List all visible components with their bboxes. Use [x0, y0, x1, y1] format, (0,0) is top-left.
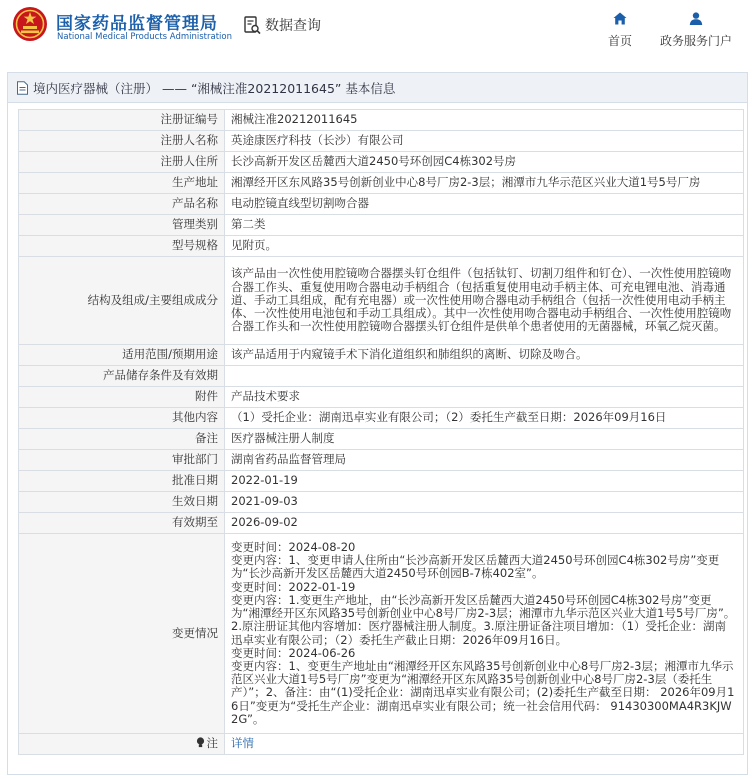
- row-value: 电动腔镜直线型切割吻合器: [225, 194, 744, 215]
- panel-header: [8, 73, 747, 103]
- table-row: [19, 173, 744, 194]
- row-value: 湘潭经开区东风路35号创新创业中心8号厂房2-3层；湘潭市九华示范区兴业大道1号5号厂房: [225, 173, 744, 194]
- info-table: [18, 109, 744, 755]
- row-label: 审批部门: [19, 450, 225, 471]
- row-value: 2021-09-03: [225, 492, 744, 513]
- row-label: 附件: [19, 387, 225, 408]
- row-value: 长沙高新开发区岳麓西大道2450号环创园C4栋302号房: [225, 152, 744, 173]
- data-query-label: 数据查询: [265, 18, 321, 34]
- row-label: 变更情况: [19, 534, 225, 734]
- table-row: [19, 492, 744, 513]
- row-value: 第二类: [225, 215, 744, 236]
- row-label: 有效期至: [19, 513, 225, 534]
- nav-home-label: 首页: [607, 34, 632, 48]
- document-icon: [16, 81, 29, 95]
- table-row: [19, 236, 744, 257]
- row-label: 批准日期: [19, 471, 225, 492]
- table-row: [19, 429, 744, 450]
- nav-home[interactable]: [603, 10, 637, 49]
- row-value: 医疗器械注册人制度: [225, 429, 744, 450]
- table-row: [19, 194, 744, 215]
- row-label: 产品储存条件及有效期: [19, 366, 225, 387]
- table-row: [19, 387, 744, 408]
- row-label: 结构及组成/主要组成成分: [19, 257, 225, 345]
- row-value: 英途康医疗科技（长沙）有限公司: [225, 131, 744, 152]
- row-label: 适用范围/预期用途: [19, 345, 225, 366]
- row-label: 备注: [19, 429, 225, 450]
- bulb-icon: [196, 737, 205, 748]
- note-label: 注: [206, 736, 218, 751]
- user-icon: [689, 12, 703, 25]
- table-row: [19, 450, 744, 471]
- row-label: 生效日期: [19, 492, 225, 513]
- row-value: 见附页。: [225, 236, 744, 257]
- row-value: 2026-09-02: [225, 513, 744, 534]
- row-value: （1）受托企业：湖南迅卓实业有限公司；（2）委托生产截至日期：2026年09月16日: [225, 408, 744, 429]
- row-value: [225, 366, 744, 387]
- home-icon: [613, 12, 627, 25]
- detail-link[interactable]: 详情: [231, 736, 254, 751]
- row-value: [225, 734, 744, 755]
- national-emblem-logo[interactable]: [12, 6, 48, 42]
- nav-gov-portal[interactable]: [656, 10, 736, 49]
- basic-info-panel: [7, 72, 748, 775]
- table-row: [19, 366, 744, 387]
- row-label: 注册人名称: [19, 131, 225, 152]
- row-label: 注册证编号: [19, 110, 225, 131]
- table-row: [19, 215, 744, 236]
- table-row: [19, 152, 744, 173]
- site-name-en[interactable]: National Medical Products Administration: [57, 32, 232, 42]
- row-label-note: [19, 734, 225, 755]
- site-name-cn[interactable]: 国家药品监督管理局: [56, 14, 218, 34]
- row-value: 湖南省药品监督管理局: [225, 450, 744, 471]
- table-row: [19, 471, 744, 492]
- row-label: 管理类别: [19, 215, 225, 236]
- row-label: 生产地址: [19, 173, 225, 194]
- table-row: [19, 534, 744, 734]
- row-label: 产品名称: [19, 194, 225, 215]
- table-row: [19, 257, 744, 345]
- data-query-link[interactable]: [244, 14, 321, 36]
- table-row: [19, 110, 744, 131]
- row-value: 该产品适用于内窥镜手术下消化道组织和肺组织的离断、切除及吻合。: [225, 345, 744, 366]
- panel-title: 境内医疗器械（注册） —— “湘械注准20212011645” 基本信息: [33, 80, 396, 96]
- nav-gov-label: 政务服务门户: [659, 34, 732, 48]
- table-row: [19, 408, 744, 429]
- row-value: 2022-01-19: [225, 471, 744, 492]
- table-row: [19, 131, 744, 152]
- row-value: 变更时间：2024-08-20 变更内容：1、变更申请人住所由“长沙高新开发区岳麓西大道2450号环创园C4栋302号房”变更为“长沙高新开发区岳麓西大道2450号环创园B-7栋402室”。 变更时间：2022-01-19 变更内容：1.变更生产地址，由“长沙高新开发区岳麓西大道2450号环创园C4栋302号房”变更为“湘潭经开区东风路35号创新创业中心8号厂房2-3层；湘潭市九华示范区兴业大道1号5号厂房”。2.原注册证其他内容增加：医疗器械注册人制度。3.原注册证备注项目增加：（1）受托企业：湖南迅卓实业有限公司；（2）委托生产截止日期：2026年09月16日。 变更时间：2024-06-26 变更内容：1、变更生产地址由“湘潭经开区东风路35号创新创业中心8号厂房2-3层；湘潭市九华示范区兴业大道1号5号厂房”变更为“湘潭经开区东风路35号创新创业中心8号厂房2-3层（委托生产）”；2、备注：由“(1)受托企业：湖南迅卓实业有限公司；(2)委托生产截至日期： 2026年09月16日”变更为“受托生产企业：湖南迅卓实业有限公司；统一社会信用代码： 91430300MA4R3KJW2G”。: [225, 534, 744, 734]
- row-value: 产品技术要求: [225, 387, 744, 408]
- table-row: [19, 734, 744, 755]
- row-value: 湘械注准20212011645: [225, 110, 744, 131]
- table-row: [19, 345, 744, 366]
- row-label: 注册人住所: [19, 152, 225, 173]
- site-header: [0, 0, 756, 52]
- search-document-icon: [244, 16, 261, 35]
- row-label: 型号规格: [19, 236, 225, 257]
- table-row: [19, 513, 744, 534]
- row-label: 其他内容: [19, 408, 225, 429]
- row-value: 该产品由一次性使用腔镜吻合器摆头钉仓组件（包括钛钉、切割刀组件和钉仓）、一次性使用腔镜吻合器工作头、重复使用吻合器电动手柄组合（包括重复使用电动手柄主体、可充电锂电池、消毒通道、手动工具组成，配有充电器）或一次性使用吻合器电动手柄组合（包括一次性使用电动手柄主体、一次性使用电池包和手动工具组成）。其中一次性使用吻合器电动手柄组合、一次性使用腔镜吻合器工作头和一次性使用腔镜吻合器摆头钉仓组件是供单个患者使用的无菌器械，环氧乙烷灭菌。: [225, 257, 744, 345]
